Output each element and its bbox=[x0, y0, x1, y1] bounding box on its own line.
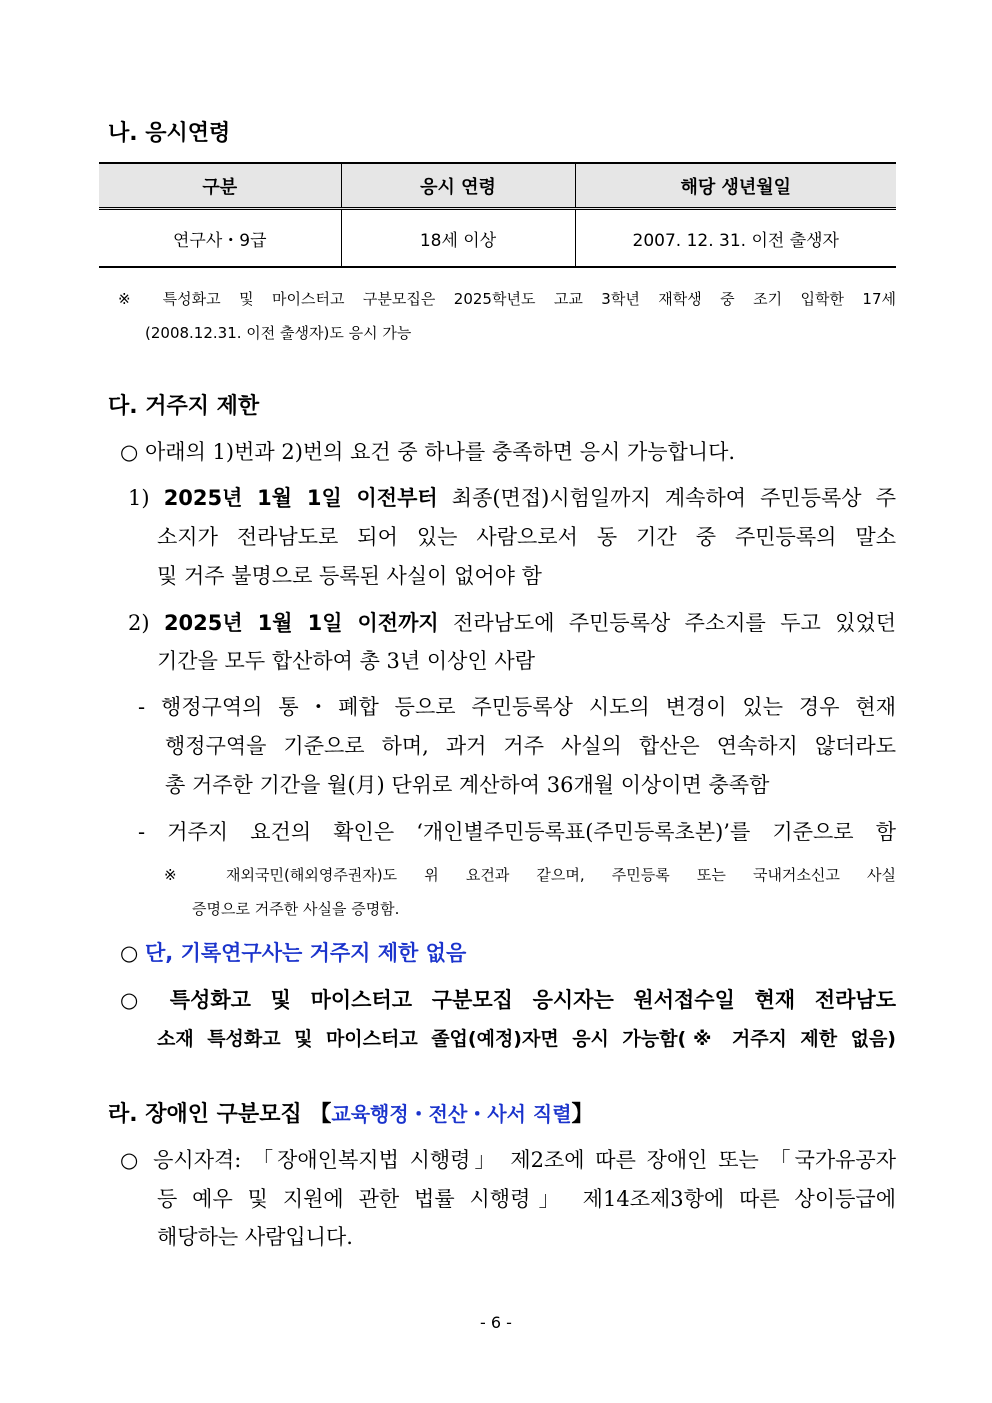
table-row bbox=[99, 209, 896, 268]
residence-dash-1: - 행정구역의 통・폐합 등으로 주민등록상 시도의 변경이 있는 경우 현재 bbox=[138, 695, 896, 719]
residence-dash-1-line: 총 거주한 기간을 월(月) 단위로 계산하여 36개월 이상이면 충족함 bbox=[165, 773, 770, 797]
table-header-cell: 구분 bbox=[99, 163, 341, 209]
disabled-qualification: ○ 응시자격: 「장애인복지법 시행령」 제2조에 따른 장애인 또는 「국가유공자 bbox=[120, 1148, 896, 1172]
disabled-qualification-line: 해당하는 사람입니다. bbox=[157, 1225, 353, 1249]
bold-text: 특성화고 및 마이스터고 구분모집 응시자는 원서접수일 현재 전라남도 bbox=[169, 988, 896, 1012]
bullet: ○ bbox=[120, 988, 170, 1012]
blue-highlight-text: 단, 기록연구사는 거주지 제한 없음 bbox=[145, 941, 467, 965]
table-header-cell: 응시 연령 bbox=[341, 163, 575, 209]
table-cell: 연구사・9급 bbox=[99, 209, 341, 268]
table-header-row bbox=[99, 163, 896, 209]
residence-note-line: ※ 재외국민(해외영주권자)도 위 요건과 같으며, 주민등록 또는 국내거소신고 사실 bbox=[164, 866, 896, 884]
item-number: 1) bbox=[128, 486, 164, 510]
item-bold-text: 2025년 1월 1일 이전부터 bbox=[163, 486, 438, 510]
table-cell: 2007. 12. 31. 이전 출생자 bbox=[575, 209, 896, 268]
table-header-cell: 해당 생년월일 bbox=[575, 163, 896, 209]
section-title-age: 나. 응시연령 bbox=[108, 121, 231, 146]
age-note-line: ※ 특성화고 및 마이스터고 구분모집은 2025학년도 고교 3학년 재학생 중 조기 입학한 17세 bbox=[118, 290, 896, 308]
section-title-disabled bbox=[108, 1097, 594, 1128]
residence-item-1-line: 소지가 전라남도로 되어 있는 사람으로서 동 기간 중 주민등록의 말소 bbox=[157, 525, 896, 549]
item-text: 전라남도에 주민등록상 주소지를 두고 있었던 bbox=[438, 611, 897, 635]
residence-special-school-line: 소재 특성화고 및 마이스터고 졸업(예정)자면 응시 가능함(※ 거주지 제한 없음) bbox=[157, 1028, 896, 1050]
residence-note-line: 증명으로 거주한 사실을 증명함. bbox=[192, 900, 400, 918]
bracket: 【 bbox=[309, 1102, 332, 1127]
title-text: 라. 장애인 구분모집 bbox=[108, 1102, 310, 1127]
residence-item-2 bbox=[128, 607, 896, 637]
blue-title-text: 교육행정・전산・사서 직렬 bbox=[331, 1102, 572, 1126]
residence-research-exception bbox=[120, 937, 466, 967]
residence-dash-1-line: 행정구역을 기준으로 하며, 과거 거주 사실의 합산은 연속하지 않더라도 bbox=[165, 734, 896, 758]
page-number: - 6 - bbox=[480, 1313, 512, 1332]
item-text: 최종(면접)시험일까지 계속하여 주민등록상 주 bbox=[437, 486, 896, 510]
item-bold-text: 2025년 1월 1일 이전까지 bbox=[163, 611, 439, 635]
bracket: 】 bbox=[571, 1102, 594, 1127]
age-note-line: (2008.12.31. 이전 출생자)도 응시 가능 bbox=[145, 324, 412, 342]
residence-dash-2: - 거주지 요건의 확인은 ‘개인별주민등록표(주민등록초본)’를 기준으로 함 bbox=[138, 820, 896, 844]
table-cell: 18세 이상 bbox=[341, 209, 575, 268]
disabled-qualification-line: 등 예우 및 지원에 관한 법률 시행령」 제14조제3항에 따른 상이등급에 bbox=[157, 1187, 896, 1211]
residence-intro: ○ 아래의 1)번과 2)번의 요건 중 하나를 충족하면 응시 가능합니다. bbox=[120, 440, 736, 464]
age-table bbox=[99, 162, 896, 268]
residence-special-school bbox=[120, 984, 896, 1014]
residence-item-1 bbox=[128, 482, 896, 512]
item-number: 2) bbox=[128, 611, 164, 635]
section-title-residence: 다. 거주지 제한 bbox=[108, 394, 260, 419]
residence-item-1-line: 및 거주 불명으로 등록된 사실이 없어야 함 bbox=[157, 564, 542, 588]
residence-item-2-line: 기간을 모두 합산하여 총 3년 이상인 사람 bbox=[157, 649, 535, 673]
bullet: ○ bbox=[120, 941, 145, 965]
